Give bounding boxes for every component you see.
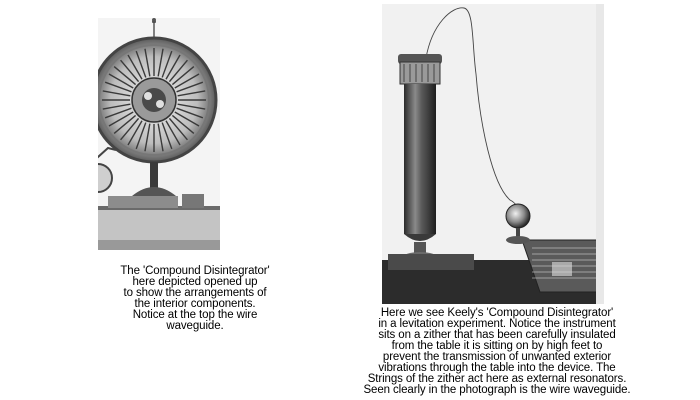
caption-left (90, 266, 300, 332)
levitation-illustration (382, 4, 604, 304)
caption-right (322, 308, 672, 396)
caption-right-line: prevent the transmission of unwanted exterior (382, 351, 612, 363)
caption-right-line: vibrations through the table into the device. The (378, 362, 616, 374)
compound-disintegrator-photo (98, 18, 220, 250)
caption-right-line: Seen clearly in the photograph is the wire waveguide. (363, 384, 631, 396)
caption-right-line: in a levitation experiment. Notice the instrument (378, 318, 616, 330)
caption-right-line: from the table it is sitting on by high feet to (391, 340, 603, 352)
caption-left-line: here depicted opened up (132, 276, 258, 288)
levitation-experiment-photo (382, 4, 604, 304)
caption-right-line: Here we see Keely's 'Compound Disintegrator' (380, 307, 614, 319)
disintegrator-illustration (98, 18, 220, 250)
caption-left-line: The 'Compound Disintegrator' (120, 265, 270, 277)
caption-right-line: Strings of the zither act here as external resonators. (367, 373, 627, 385)
caption-left-line: waveguide. (166, 320, 224, 332)
caption-right-line: sits on a zither that has been carefully insulated (378, 329, 616, 341)
caption-left-line: the interior components. (134, 298, 256, 310)
caption-left-line: Notice at the top the wire (132, 309, 258, 321)
caption-left-line: to show the arrangements of (123, 287, 267, 299)
